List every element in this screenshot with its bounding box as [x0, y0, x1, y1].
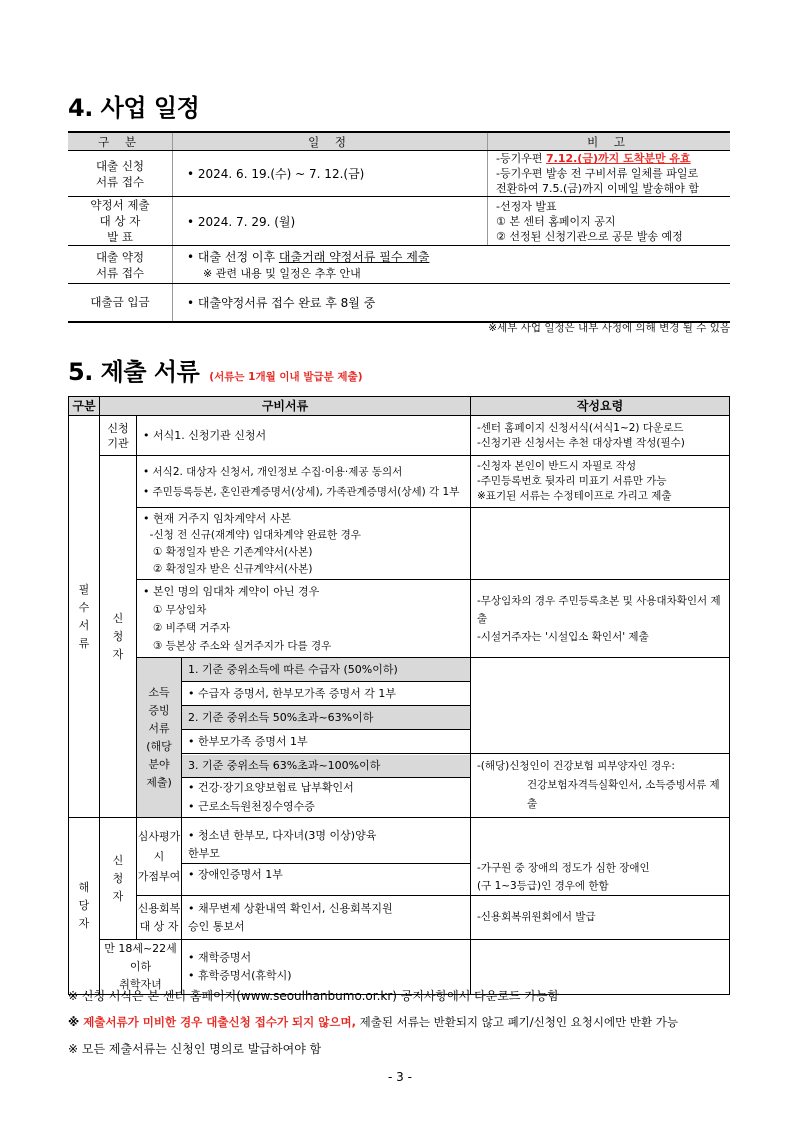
income-proof-label: 소득 증빙 서류 (해당 분야 제출): [137, 658, 182, 818]
applicable-applicant-label: 신 청 자: [100, 818, 137, 940]
income-block-2: [182, 706, 471, 754]
applicant-org-label: 신청 기관: [100, 416, 137, 456]
footnote-2: ※ 제출서류가 미비한 경우 대출신청 접수가 되지 않으며, 제출된 서류는 반환되지 않고 폐기/신청인 요청시에만 반환 가능: [68, 1015, 678, 1029]
footnote-1: ※ 신청 서식은 본 센터 홈페이지(www.seoulhanbumo.or.kr) 공지사항에서 다운로드 가능함: [68, 989, 560, 1003]
bonus-doc-2: • 장애인증명서 1부: [188, 868, 283, 881]
row-remarks: -등기우편 7.12.(금)까지 도착분만 유효 -등기우편 발송 전 구비서류 일체를 파일로 전환하여 7.5.(금)까지 이메일 발송해야 함: [488, 151, 731, 197]
row-label: 약정서 제출 대 상 자 발 표: [68, 197, 173, 246]
applicant-notes-3: -무상임차의 경우 주민등록초본 및 사용대차확인서 제출 -시설거주자는 '시설입소 확인서' 제출: [471, 580, 730, 658]
docs-header-row: [69, 397, 730, 416]
documents-table: [68, 396, 730, 995]
group-applicable: 해 당 자: [69, 818, 100, 995]
income-note-3: -(해당)신청인이 건강보험 피부양자인 경우: 건강보험자격득실확인서, 소득증빙서류 제출: [471, 754, 730, 818]
docs-row: [69, 580, 730, 658]
org-doc: • 서식1. 신청기관 신청서: [137, 416, 471, 456]
header-category: 구 분: [68, 132, 173, 151]
header-division: 구분: [69, 397, 100, 416]
credit-doc: • 채무변제 상환내역 확인서, 신용회복지원 승인 통보서: [182, 896, 471, 940]
page-number: - 3 -: [388, 1070, 412, 1084]
section5-subtitle: (서류는 1개월 이내 발급분 제출): [209, 371, 363, 383]
schedule-row: [68, 151, 730, 197]
row-schedule: • 대출약정서류 접수 완료 후 8월 중: [173, 284, 731, 322]
schedule-row: [68, 246, 730, 284]
docs-row: [69, 416, 730, 456]
row-schedule: • 대출 선정 이후 대출거래 약정서류 필수 제출 ※ 관련 내용 및 일정은 추후 안내: [173, 246, 731, 284]
schedule-table: [68, 131, 730, 323]
section4-title: 4. 사업 일정: [68, 94, 200, 122]
docs-row: [69, 508, 730, 580]
schedule-row: [68, 284, 730, 322]
deadline-notice: 7.12.(금)까지 도착분만 유효: [545, 152, 691, 165]
schedule-footnote: ※세부 사업 일정은 내부 사정에 의해 변경 될 수 있음: [488, 322, 730, 334]
header-required-docs: 구비서류: [100, 397, 471, 416]
income-head-3: 3. 기준 중위소득 63%초과~100%이하: [182, 755, 470, 778]
bonus-doc-1: • 청소년 한부모, 다자녀(3명 이상)양육 한부모: [182, 827, 470, 864]
section5-title: 5. 제출 서류 (서류는 1개월 이내 발급분 제출): [68, 358, 363, 386]
income-doc-3: • 건강·장기요양보험료 납부확인서 • 근로소득원천징수영수증: [188, 781, 354, 813]
income-doc-2: • 한부모가족 증명서 1부: [188, 735, 308, 748]
row-schedule: • 2024. 7. 29. (월): [173, 197, 488, 246]
income-head-2: 2. 기준 중위소득 50%초과~63%이하: [182, 706, 470, 730]
applicant-notes-2-empty: [471, 508, 730, 580]
bonus-label: 심사평가시 가점부여: [137, 818, 182, 896]
bonus-note: -가구원 중 장애의 정도가 심한 장애인 (구 1~3등급)인 경우에 한함: [471, 818, 730, 896]
income-row: [69, 658, 730, 682]
student-label: 만 18세~22세 이하 취학자녀: [100, 940, 182, 995]
bonus-docs: [182, 818, 471, 896]
income-doc-1: • 수급자 증명서, 한부모가족 증명서 각 1부: [182, 682, 471, 706]
docs-row: [69, 896, 730, 940]
row-schedule: • 2024. 6. 19.(수) ~ 7. 12.(금): [173, 151, 488, 197]
schedule-row: [68, 197, 730, 246]
docs-row: [69, 818, 730, 896]
income-notes-empty: [471, 658, 730, 754]
applicant-docs-3: • 본인 명의 임대차 계약이 아닌 경우 ① 무상임차 ② 비주택 거주자 ③ 등본상 주소와 실거주지가 다를 경우: [137, 580, 471, 658]
footnote-3: ※ 모든 제출서류는 신청인 명의로 발급하여야 함: [68, 1042, 322, 1056]
schedule-header-row: [68, 132, 730, 151]
org-note: -센터 홈페이지 신청서식(서식1~2) 다운로드 -신청기관 신청서는 추천 대상자별 작성(필수): [471, 416, 730, 456]
income-block-3: [182, 754, 471, 818]
header-remarks: 비 고: [488, 132, 731, 151]
student-docs: • 재학증명서 • 휴학증명서(휴학시): [182, 940, 471, 995]
row-label: 대출 약정 서류 접수: [68, 246, 173, 284]
applicant-docs-1: • 서식2. 대상자 신청서, 개인정보 수집·이용·제공 동의서 • 주민등록등본, 혼인관계증명서(상세), 가족관계증명서(상세) 각 1부: [137, 456, 471, 508]
header-schedule: 일 정: [173, 132, 488, 151]
applicant-notes-1: -신청자 본인이 반드시 자필로 작성 -주민등록번호 뒷자리 미표기 서류만 가능 ※표기된 서류는 수정테이프로 가리고 제출: [471, 456, 730, 508]
header-guideline: 작성요령: [471, 397, 730, 416]
group-required: 필 수 서 류: [69, 416, 100, 818]
credit-note: -신용회복위원회에서 발급: [471, 896, 730, 940]
row-remarks: -선정자 발표 ① 본 센터 홈페이지 공지 ② 선정된 신청기관으로 공문 발송 예정: [488, 197, 731, 246]
applicant-label: 신 청 자: [100, 456, 137, 818]
docs-row: [69, 456, 730, 508]
row-label: 대출금 입금: [68, 284, 173, 322]
income-head-1: 1. 기준 중위소득에 따른 수급자 (50%이하): [182, 658, 471, 682]
credit-label: 신용회복 대 상 자: [137, 896, 182, 940]
applicant-docs-2: • 현재 거주지 임차계약서 사본 -신청 전 신규(재계약) 임대차계약 완료한 경우 ① 확정일자 받은 기존계약서(사본) ② 확정일자 받은 신규계약서(사본): [137, 508, 471, 580]
row-label: 대출 신청 서류 접수: [68, 151, 173, 197]
